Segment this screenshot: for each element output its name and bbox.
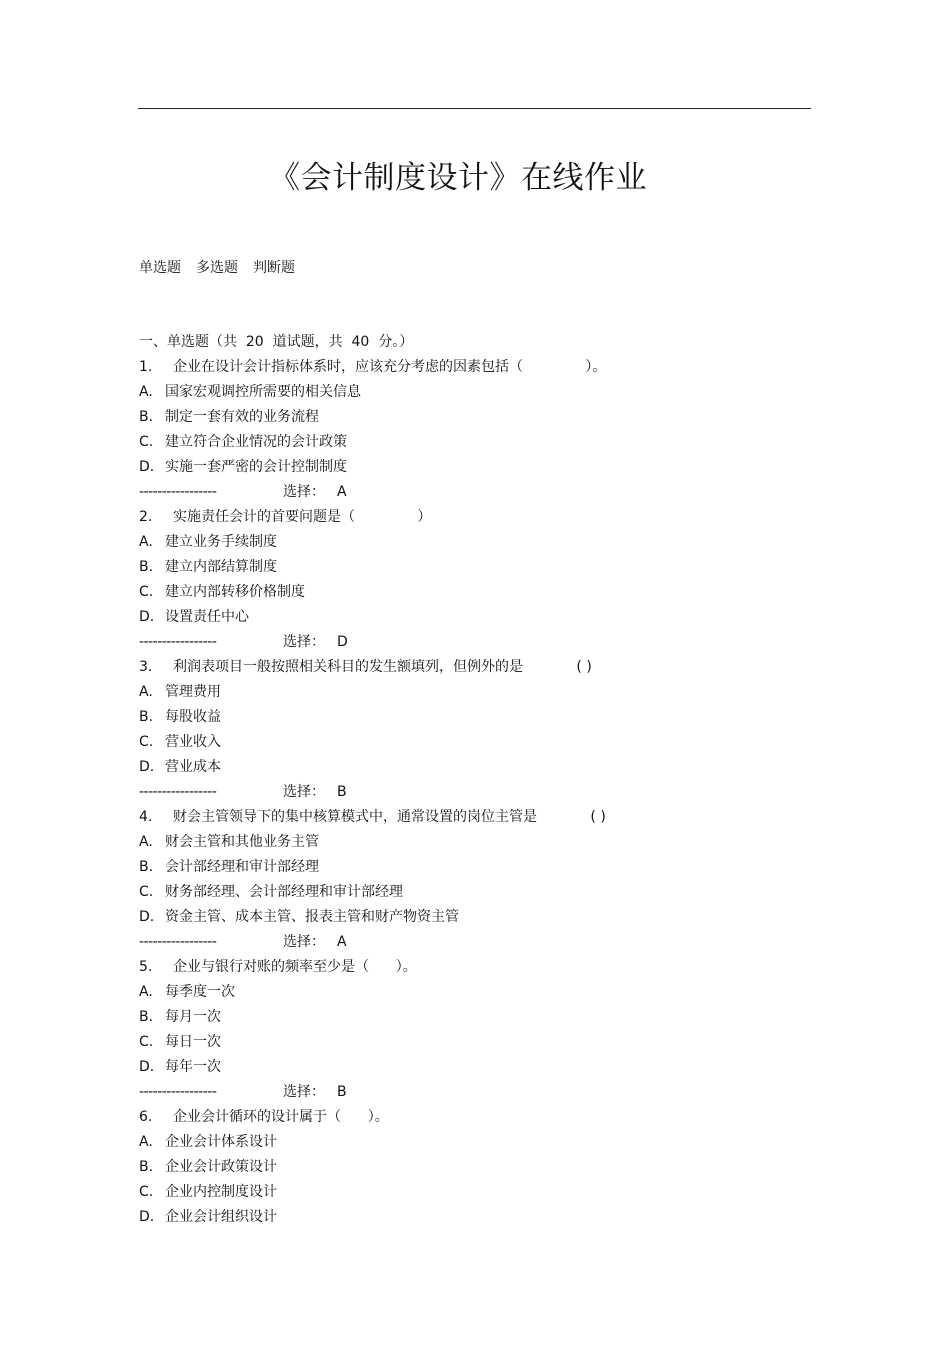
- question-tail: ）: [417, 509, 432, 525]
- question-text: 财会主管领导下的集中核算模式中，通常设置的岗位主管是: [173, 809, 537, 825]
- option-letter: D.: [139, 1059, 155, 1075]
- option-text: 营业收入: [165, 734, 221, 750]
- option-letter: A.: [139, 384, 153, 400]
- answer-blank: [523, 359, 585, 375]
- header-rule: [138, 108, 811, 109]
- option-text: 建立内部结算制度: [165, 559, 277, 575]
- question-number: 6.: [139, 1109, 153, 1125]
- option-row[interactable]: [139, 1030, 839, 1055]
- option-text: 制定一套有效的业务流程: [165, 409, 319, 425]
- option-text: 企业会计组织设计: [165, 1209, 277, 1225]
- option-text: 国家宏观调控所需要的相关信息: [165, 384, 361, 400]
- question-tail: ）。: [395, 959, 417, 975]
- option-row[interactable]: [139, 1130, 839, 1155]
- answer-separator: -----------------: [139, 1084, 217, 1100]
- option-letter: C.: [139, 734, 154, 750]
- option-letter: D.: [139, 1209, 155, 1225]
- option-letter: D.: [139, 909, 155, 925]
- option-row[interactable]: [139, 1005, 839, 1030]
- answer-line: [139, 1080, 839, 1105]
- answer-value: B: [337, 784, 347, 800]
- option-letter: C.: [139, 1034, 154, 1050]
- option-letter: D.: [139, 759, 155, 775]
- option-text: 设置责任中心: [165, 609, 249, 625]
- tab-multiple-choice[interactable]: 多选题: [196, 260, 238, 276]
- option-letter: B.: [139, 559, 154, 575]
- answer-value: B: [337, 1084, 347, 1100]
- option-row[interactable]: [139, 755, 839, 780]
- option-text: 每股收益: [165, 709, 221, 725]
- option-letter: A.: [139, 834, 153, 850]
- option-letter: A.: [139, 684, 153, 700]
- option-text: 每年一次: [165, 1059, 221, 1075]
- option-row[interactable]: [139, 455, 839, 480]
- question-text: 企业与银行对账的频率至少是（: [173, 959, 369, 975]
- option-letter: C.: [139, 1184, 154, 1200]
- option-text: 财会主管和其他业务主管: [165, 834, 319, 850]
- answer-line: [139, 780, 839, 805]
- option-row[interactable]: [139, 605, 839, 630]
- option-row[interactable]: [139, 1205, 839, 1230]
- question-tail: ）。: [585, 359, 607, 375]
- option-letter: B.: [139, 859, 154, 875]
- tab-true-false[interactable]: 判断题: [253, 260, 295, 276]
- answer-blank: [341, 1109, 368, 1125]
- option-letter: B.: [139, 709, 154, 725]
- answer-separator: -----------------: [139, 484, 217, 500]
- question-text: 利润表项目一般按照相关科目的发生额填列，但例外的是: [173, 659, 523, 675]
- option-text: 建立内部转移价格制度: [165, 584, 305, 600]
- option-text: 资金主管、成本主管、报表主管和财产物资主管: [165, 909, 459, 925]
- option-row[interactable]: [139, 530, 839, 555]
- question-number: 3.: [139, 659, 153, 675]
- question-stem: [139, 655, 839, 680]
- question-text: 企业在设计会计指标体系时，应该充分考虑的因素包括（: [173, 359, 523, 375]
- option-row[interactable]: [139, 730, 839, 755]
- option-text: 企业内控制度设计: [165, 1184, 277, 1200]
- page-title: 《会计制度设计》在线作业: [269, 160, 647, 196]
- option-text: 每季度一次: [165, 984, 235, 1000]
- question-stem: [139, 1105, 839, 1130]
- answer-label: 选择：: [283, 634, 325, 650]
- answer-value: D: [337, 634, 348, 650]
- question-item: [139, 355, 839, 505]
- option-row[interactable]: [139, 555, 839, 580]
- answer-line: [139, 630, 839, 655]
- option-row[interactable]: [139, 1180, 839, 1205]
- answer-label: 选择：: [283, 1084, 325, 1100]
- option-letter: A.: [139, 534, 153, 550]
- option-text: 建立业务手续制度: [165, 534, 277, 550]
- option-text: 会计部经理和审计部经理: [165, 859, 319, 875]
- question-item: [139, 655, 839, 805]
- question-item: [139, 1105, 839, 1230]
- question-stem: [139, 805, 839, 830]
- option-text: 企业会计政策设计: [165, 1159, 277, 1175]
- option-row[interactable]: [139, 405, 839, 430]
- option-letter: B.: [139, 1009, 154, 1025]
- question-text: 企业会计循环的设计属于（: [173, 1109, 341, 1125]
- answer-blank: [369, 959, 396, 975]
- option-row[interactable]: [139, 680, 839, 705]
- option-text: 每月一次: [165, 1009, 221, 1025]
- option-text: 建立符合企业情况的会计政策: [165, 434, 347, 450]
- option-row[interactable]: [139, 580, 839, 605]
- option-row[interactable]: [139, 1155, 839, 1180]
- answer-separator: -----------------: [139, 634, 217, 650]
- answer-label: 选择：: [283, 484, 325, 500]
- question-item: [139, 505, 839, 655]
- option-text: 每日一次: [165, 1034, 221, 1050]
- option-letter: D.: [139, 459, 155, 475]
- question-number: 1.: [139, 359, 153, 375]
- question-stem: [139, 955, 839, 980]
- answer-blank: [523, 659, 576, 675]
- option-letter: D.: [139, 609, 155, 625]
- question-stem: [139, 355, 839, 380]
- answer-line: [139, 930, 839, 955]
- question-item: [139, 805, 839, 955]
- answer-value: A: [337, 934, 347, 950]
- section-header: 一、单选题（共 20 道试题，共 40 分。）: [139, 334, 414, 350]
- answer-separator: -----------------: [139, 784, 217, 800]
- option-letter: A.: [139, 1134, 153, 1150]
- question-type-tabs: [139, 257, 310, 277]
- question-number: 4.: [139, 809, 153, 825]
- option-letter: C.: [139, 434, 154, 450]
- question-tail: ( ): [576, 659, 592, 675]
- question-list: [139, 330, 839, 1230]
- option-row[interactable]: [139, 1055, 839, 1080]
- option-text: 实施一套严密的会计控制制度: [165, 459, 347, 475]
- option-letter: B.: [139, 1159, 154, 1175]
- option-row[interactable]: [139, 430, 839, 455]
- option-letter: C.: [139, 584, 154, 600]
- option-text: 管理费用: [165, 684, 221, 700]
- option-row[interactable]: [139, 905, 839, 930]
- option-text: 财务部经理、会计部经理和审计部经理: [165, 884, 403, 900]
- answer-blank: [355, 509, 417, 525]
- option-row[interactable]: [139, 880, 839, 905]
- question-tail: ( ): [590, 809, 606, 825]
- question-number: 5.: [139, 959, 153, 975]
- option-row[interactable]: [139, 830, 839, 855]
- answer-label: 选择：: [283, 784, 325, 800]
- question-text: 实施责任会计的首要问题是（: [173, 509, 355, 525]
- option-row[interactable]: [139, 705, 839, 730]
- answer-separator: -----------------: [139, 934, 217, 950]
- answer-label: 选择：: [283, 934, 325, 950]
- answer-blank: [537, 809, 590, 825]
- option-letter: C.: [139, 884, 154, 900]
- option-row[interactable]: [139, 380, 839, 405]
- option-letter: A.: [139, 984, 153, 1000]
- question-tail: ）。: [367, 1109, 389, 1125]
- question-number: 2.: [139, 509, 153, 525]
- answer-line: [139, 480, 839, 505]
- question-stem: [139, 505, 839, 530]
- option-row[interactable]: [139, 855, 839, 880]
- answer-value: A: [337, 484, 347, 500]
- tab-single-choice[interactable]: 单选题: [139, 260, 181, 276]
- option-text: 营业成本: [165, 759, 221, 775]
- question-item: [139, 955, 839, 1105]
- option-letter: B.: [139, 409, 154, 425]
- option-row[interactable]: [139, 980, 839, 1005]
- option-text: 企业会计体系设计: [165, 1134, 277, 1150]
